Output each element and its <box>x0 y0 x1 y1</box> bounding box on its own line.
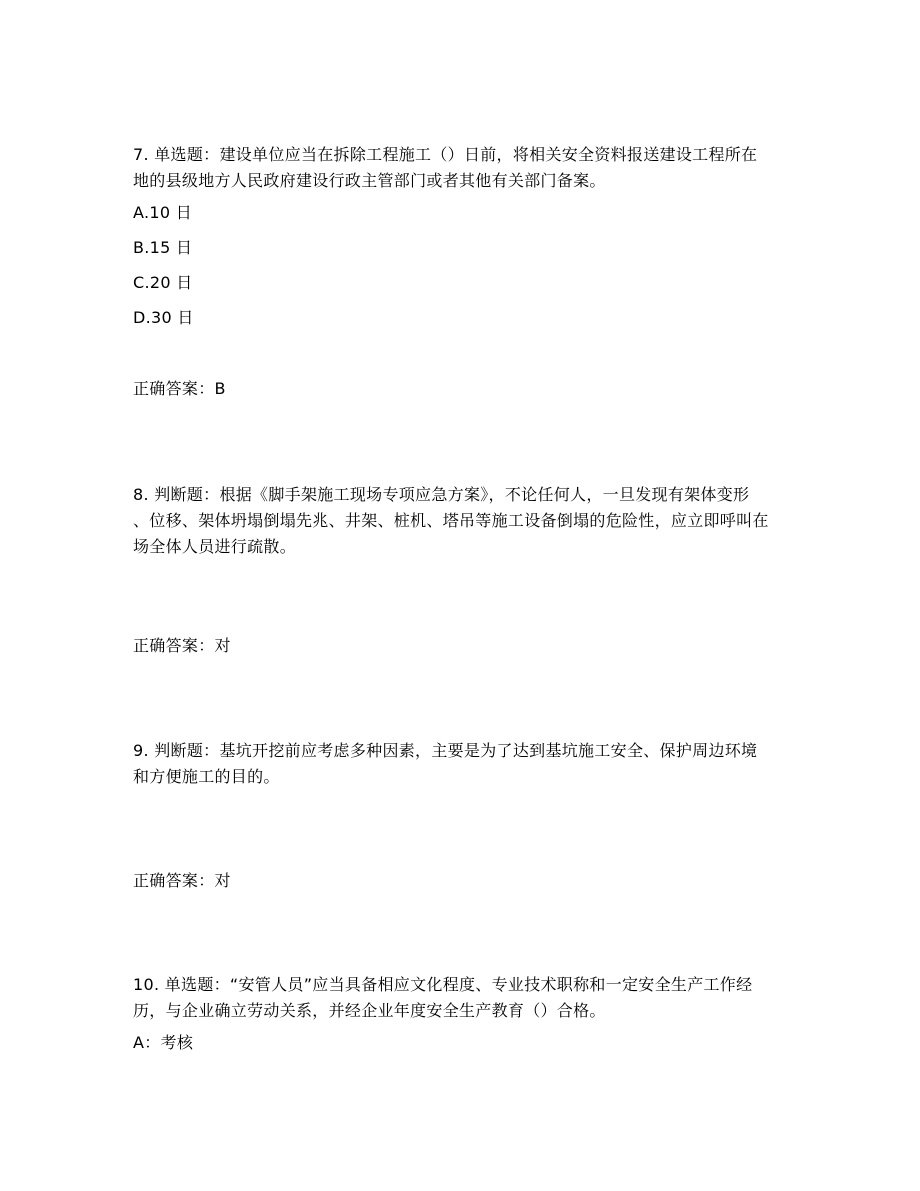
question-text-line: 场全体人员进行疏散。 <box>133 537 297 556</box>
question-text-line: 8. 判断题：根据《脚手架施工现场专项应急方案》，不论任何人，一旦发现有架体变形 <box>133 485 750 504</box>
question-text-line: 历，与企业确立劳动关系，并经企业年度安全生产教育（）合格。 <box>133 1001 606 1020</box>
question-text-line: 和方便施工的目的。 <box>133 767 280 786</box>
option-a: A：考核 <box>133 1033 194 1052</box>
question-text-line: 7. 单选题：建设单位应当在拆除工程施工（）日前，将相关安全资料报送建设工程所在 <box>133 145 758 164</box>
answer-text: 正确答案：对 <box>133 871 231 890</box>
option-b: B.15 日 <box>133 238 193 257</box>
answer-text: 正确答案：对 <box>133 636 231 655</box>
question-text-line: 地的县级地方人民政府建设行政主管部门或者其他有关部门备案。 <box>133 171 606 190</box>
option-d: D.30 日 <box>133 308 194 327</box>
question-text-line: 10. 单选题：“安管人员”应当具备相应文化程度、专业技术职称和一定安全生产工作经 <box>133 975 753 994</box>
answer-text: 正确答案：B <box>133 379 226 398</box>
question-text-line: 、位移、架体坍塌倒塌先兆、井架、桩机、塔吊等施工设备倒塌的危险性，应立即呼叫在 <box>133 511 769 530</box>
option-a: A.10 日 <box>133 203 192 222</box>
option-c: C.20 日 <box>133 273 193 292</box>
question-text-line: 9. 判断题：基坑开挖前应考虑多种因素，主要是为了达到基坑施工安全、保护周边环境 <box>133 741 758 760</box>
